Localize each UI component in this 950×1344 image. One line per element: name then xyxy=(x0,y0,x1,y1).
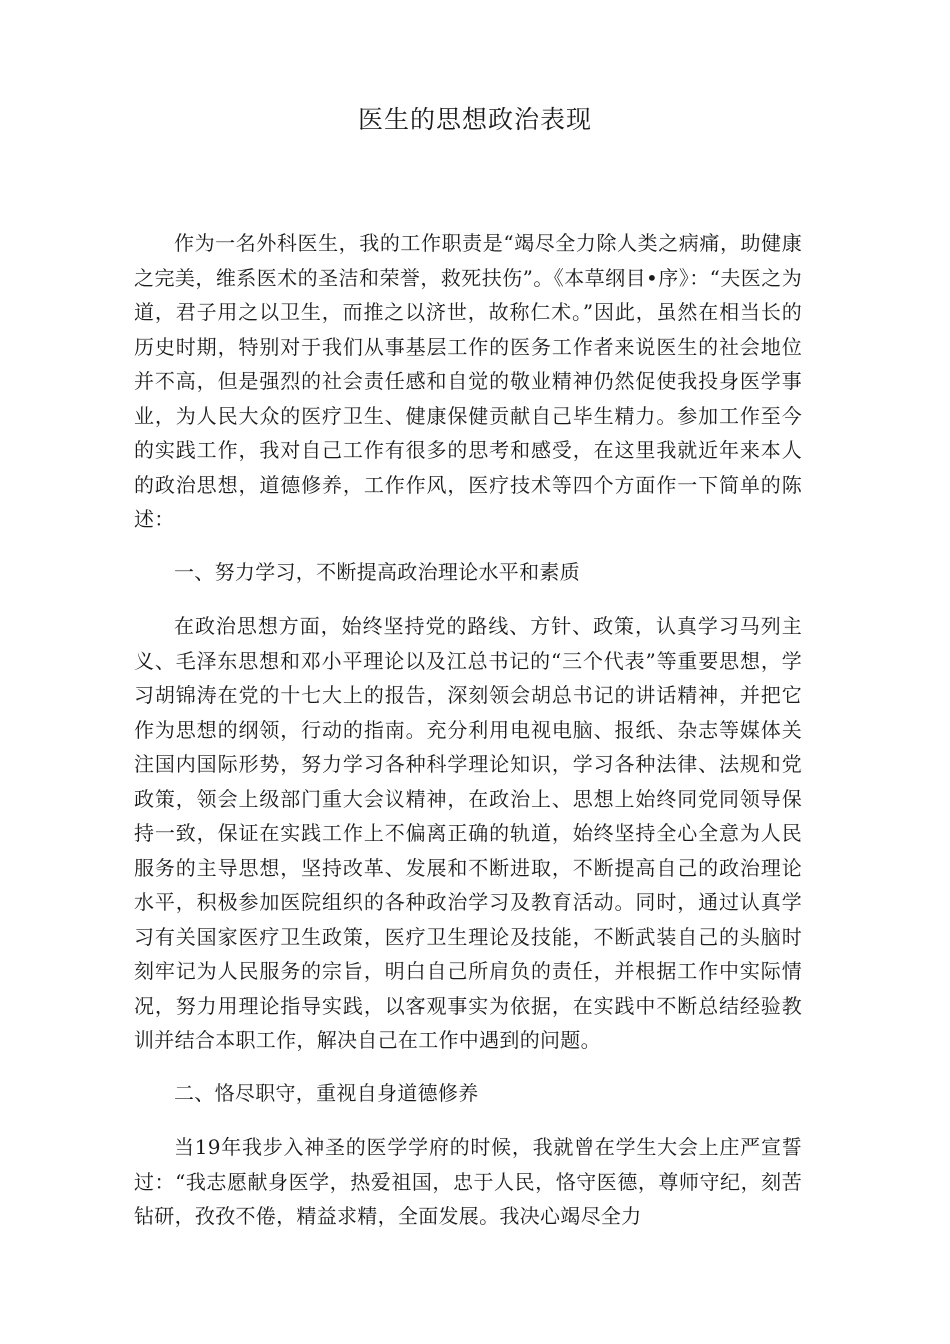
section-heading-1: 一、努力学习，不断提高政治理论水平和素质 xyxy=(174,559,580,584)
section-heading-2: 二、恪尽职守，重视自身道德修养 xyxy=(174,1080,479,1105)
document-body xyxy=(134,226,802,1234)
section-2-paragraph: 当19年我步入神圣的医学学府的时候，我就曾在学生大会上庄严宣誓过：“我志愿献身医学，热爱祖国，忠于人民，恪守医德，尊师守纪，刻苦钻研，孜孜不倦，精益求精，全面发展。我决心竭尽全力 xyxy=(134,1135,802,1228)
section-1-paragraph: 在政治思想方面，始终坚持党的路线、方针、政策，认真学习马列主义、毛泽东思想和邓小平理论以及江总书记的“三个代表”等重要思想，学习胡锦涛在党的十七大上的报告，深刻领会胡总书记的讲话精神，并把它作为思想的纲领，行动的指南。充分利用电视电脑、报纸、杂志等媒体关注国内国际形势，努力学习各种科学理论知识，学习各种法律、法规和党政策，领会上级部门重大会议精神，在政治上、思想上始终同党同领导保持一致，保证在实践工作上不偏离正确的轨道，始终坚持全心全意为人民服务的主导思想，坚持改革、发展和不断进取，不断提高自己的政治理论水平，积极参加医院组织的各种政治学习及教育活动。同时，通过认真学习有关国家医疗卫生政策，医疗卫生理论及技能，不断武装自己的头脑时刻牢记为人民服务的宗旨，明白自己所肩负的责任，并根据工作中实际情况，努力用理论指导实践，以客观事实为依据，在实践中不断总结经验教训并结合本职工作，解决自己在工作中遇到的问题。 xyxy=(134,614,802,1052)
intro-paragraph: 作为一名外科医生，我的工作职责是“竭尽全力除人类之病痛，助健康之完美，维系医术的圣洁和荣誉，救死扶伤”。《本草纲目•序》：“夫医之为道，君子用之以卫生，而推之以济世，故称仁术。”因此，虽然在相当长的历史时期，特别对于我们从事基层工作的医务工作者来说医生的社会地位并不高，但是强烈的社会责任感和自觉的敬业精神仍然促使我投身医学事业，为人民大众的医疗卫生、健康保健贡献自己毕生精力。参加工作至今的实践工作，我对自己工作有很多的思考和感受，在这里我就近年来本人的政治思想，道德修养，工作作风，医疗技术等四个方面作一下简单的陈述： xyxy=(134,231,802,531)
document-title: 医生的思想政治表现 xyxy=(357,105,592,134)
